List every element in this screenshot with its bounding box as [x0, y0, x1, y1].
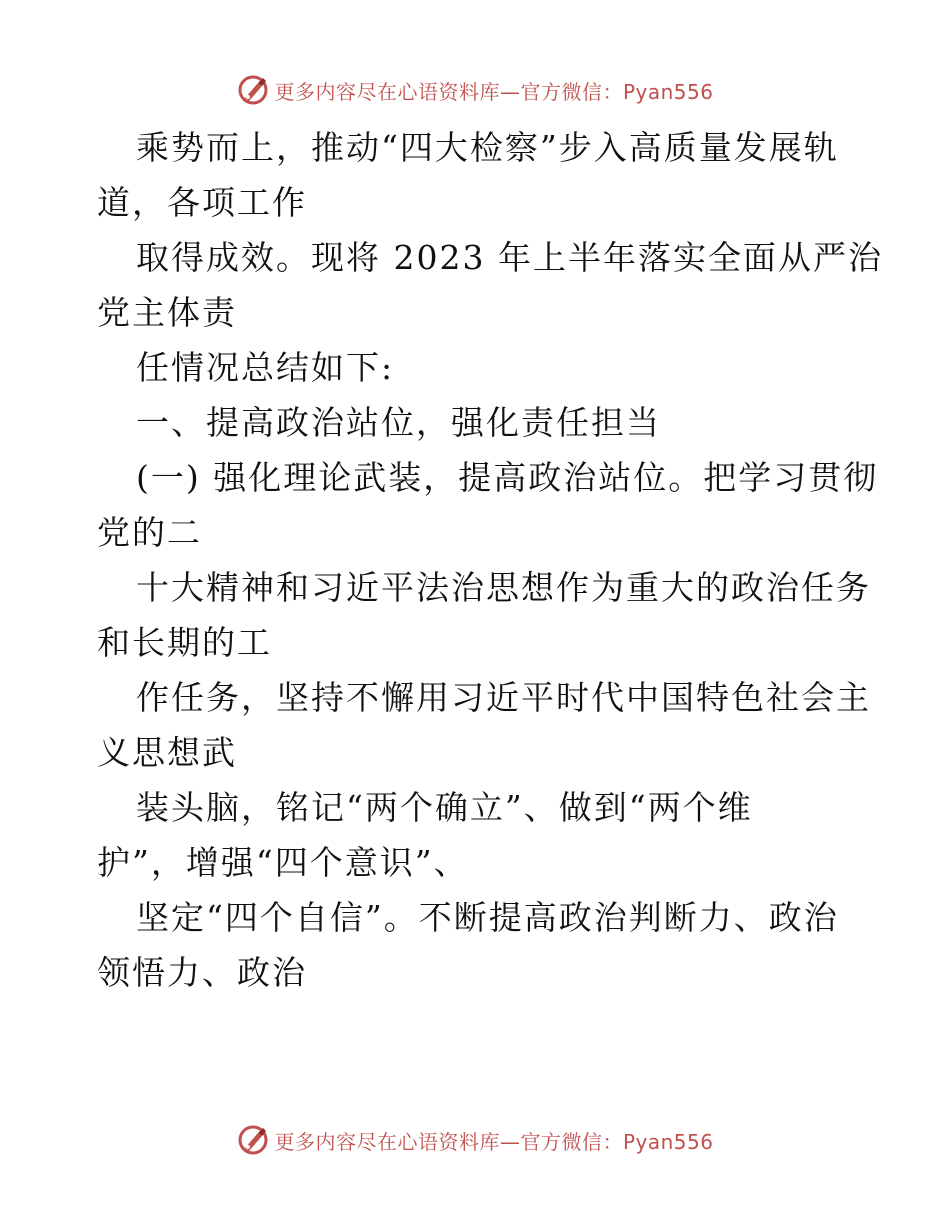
- text-line: 义思想武: [97, 733, 237, 772]
- text-line: 一、提高政治站位，强化责任担当: [136, 403, 661, 442]
- text-line: 道，各项工作: [97, 183, 307, 222]
- text-line: 乘势而上，推动“四大检察”步入高质量发展轨: [136, 128, 839, 167]
- text-line: 党主体责: [97, 293, 237, 332]
- pen-logo-icon: [236, 73, 270, 107]
- document-body: [97, 120, 883, 1000]
- footer-watermark: [0, 1120, 950, 1160]
- text-line: 装头脑，铭记“两个确立”、做到“两个维: [136, 788, 753, 827]
- text-line: 坚定“四个自信”。不断提高政治判断力、政治: [136, 898, 839, 937]
- text-line: 取得成效。现将 2023 年上半年落实全面从严治: [136, 238, 883, 277]
- text-line: 十大精神和习近平法治思想作为重大的政治任务: [136, 568, 871, 607]
- text-line: 作任务，坚持不懈用习近平时代中国特色社会主: [136, 678, 871, 717]
- text-line: (一) 强化理论武装，提高政治站位。把学习贯彻: [136, 458, 879, 497]
- text-line: 领悟力、政治: [97, 953, 307, 992]
- text-line: 护”，增强“四个意识”、: [97, 843, 469, 882]
- text-line: 党的二: [97, 513, 202, 552]
- text-line: 任情况总结如下:: [136, 348, 395, 387]
- text-line: 和长期的工: [97, 623, 272, 662]
- pen-logo-icon: [236, 1123, 270, 1157]
- watermark-text: 更多内容尽在心语资料库—官方微信：Pyan556: [274, 79, 714, 104]
- watermark-text: 更多内容尽在心语资料库—官方微信：Pyan556: [274, 1129, 714, 1154]
- header-watermark: [0, 70, 950, 110]
